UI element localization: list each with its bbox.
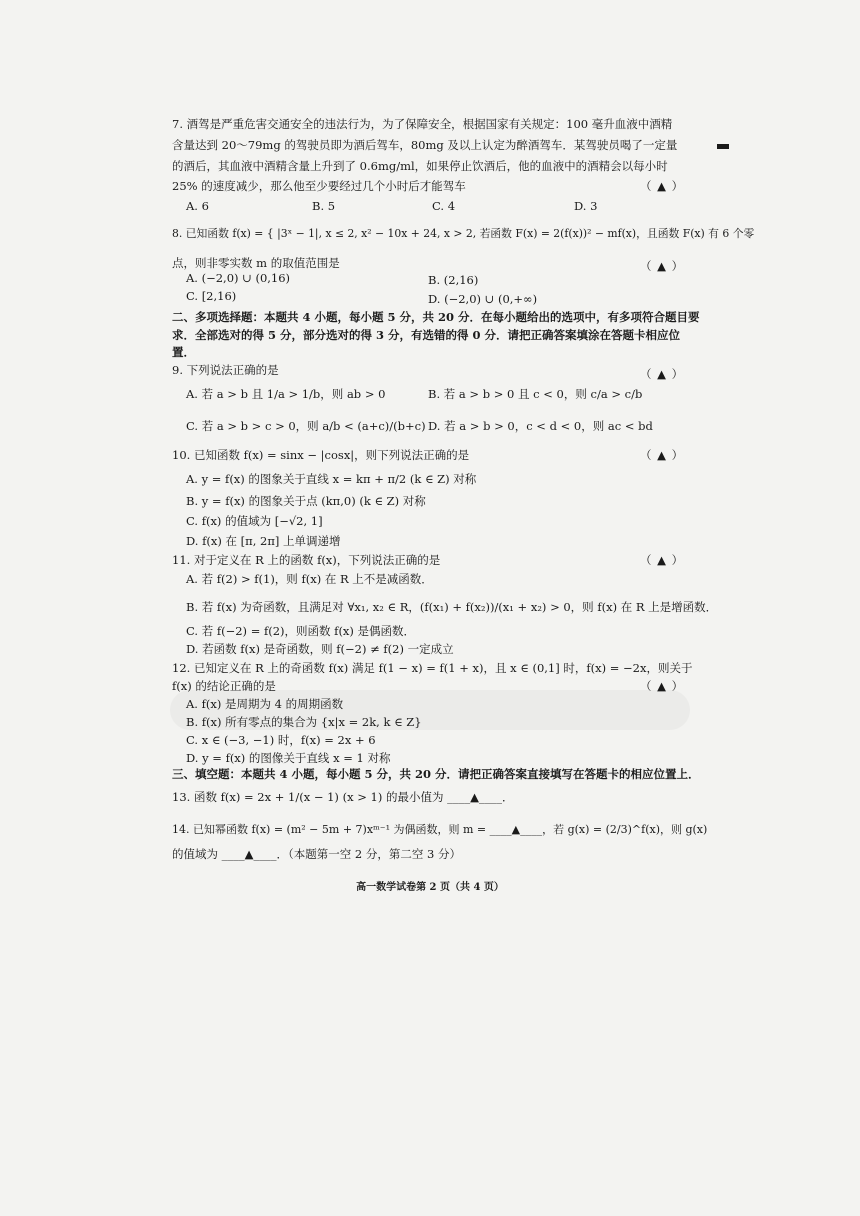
q8-option-d: D. (−2,0) ∪ (0,+∞) [428,292,538,306]
q14-line2: 的值域为 ____▲____．（本题第一空 2 分，第二空 3 分） [172,847,462,861]
q11-option-a: A. 若 f(2) > f(1)，则 f(x) 在 R 上不是减函数． [186,572,433,586]
q10-option-a: A. y = f(x) 的图象关于直线 x = kπ + π/2 (k ∈ Z) 对称 [186,472,477,486]
q12-option-c: C. x ∈ (−3, −1) 时，f(x) = 2x + 6 [186,733,376,747]
q9-option-c: C. 若 a > b > c > 0，则 a/b < (a+c)/(b+c) [186,419,426,433]
q9-option-d: D. 若 a > b > 0，c < d < 0，则 ac < bd [428,419,653,433]
q7-option-c: C. 4 [432,199,456,213]
section3-heading: 三、填空题：本题共 4 小题，每小题 5 分，共 20 分．请把正确答案直接填写在答题卡的相应位置上． [172,767,700,781]
q11-answer-slot: （ ▲ ） [640,553,685,567]
section2-line1: 二、多项选择题：本题共 4 小题，每小题 5 分，共 20 分．在每小题给出的选项中，有多项符合题目要 [172,310,700,324]
q8-answer-slot: （ ▲ ） [640,259,685,273]
q7-option-d: D. 3 [574,199,598,213]
q12-line2: f(x) 的结论正确的是 [172,679,276,693]
q9-option-b: B. 若 a > b > 0 且 c < 0，则 c/a > c/b [428,387,643,401]
q11-option-d: D. 若函数 f(x) 是奇函数，则 f(−2) ≠ f(2) 一定成立 [186,642,454,656]
q13-text: 13. 函数 f(x) = 2x + 1/(x − 1) (x > 1) 的最小值为 ____▲____． [172,790,514,804]
q12-option-b: B. f(x) 所有零点的集合为 {x|x = 2k, k ∈ Z} [186,715,422,729]
q12-option-a: A. f(x) 是周期为 4 的周期函数 [186,697,344,711]
q9-answer-slot: （ ▲ ） [640,367,685,381]
q7-line1: 7. 酒驾是严重危害交通安全的违法行为，为了保障安全，根据国家有关规定：100 毫升血液中酒精 [172,117,673,131]
q7-option-b: B. 5 [312,199,336,213]
q7-line2: 含量达到 20～79mg 的驾驶员即为酒后驾车，80mg 及以上认定为醉酒驾车．某驾驶员喝了一定量 [172,138,678,152]
q11-option-b: B. 若 f(x) 为奇函数，且满足对 ∀x₁, x₂ ∈ R，(f(x₁) + f(x₂))/(x₁ + x₂) > 0，则 f(x) 在 R 上是增函数． [186,600,718,614]
q8-line1: 8. 已知函数 f(x) = { |3ˣ − 1|, x ≤ 2, x² − 10x + 24, x > 2, 若函数 F(x) = 2(f(x))² − mf(x)，且函数 F(x) 有 6 个零 [172,227,755,240]
q14-line1: 14. 已知幂函数 f(x) = (m² − 5m + 7)xᵐ⁻¹ 为偶函数，则 m = ____▲____，若 g(x) = (2/3)^f(x)，则 g(x) [172,823,708,836]
q10-option-b: B. y = f(x) 的图象关于点 (kπ,0) (k ∈ Z) 对称 [186,494,426,508]
q8-option-c: C. [2,16) [186,289,237,303]
q7-line3: 的酒后，其血液中酒精含量上升到了 0.6mg/ml，如果停止饮酒后，他的血液中的酒精会以每小时 [172,159,668,173]
q8-option-b: B. (2,16) [428,273,479,287]
q12-option-d: D. y = f(x) 的图像关于直线 x = 1 对称 [186,751,391,765]
q11-option-c: C. 若 f(−2) = f(2)，则函数 f(x) 是偶函数． [186,624,416,638]
q10-option-c: C. f(x) 的值域为 [−√2, 1] [186,514,323,528]
page-footer: 高一数学试卷第 2 页（共 4 页） [356,882,504,893]
margin-mark [717,144,729,149]
q8-line2: 点，则非零实数 m 的取值范围是 [172,256,340,270]
q11-stem: 11. 对于定义在 R 上的函数 f(x)，下列说法正确的是 [172,553,441,567]
q7-option-a: A. 6 [186,199,209,213]
q12-line1: 12. 已知定义在 R 上的奇函数 f(x) 满足 f(1 − x) = f(1 + x)，且 x ∈ (0,1] 时，f(x) = −2x，则关于 [172,661,693,675]
q12-answer-slot: （ ▲ ） [640,679,685,693]
section2-line2: 求．全部选对的得 5 分，部分选对的得 3 分，有选错的得 0 分．请把正确答案填涂在答题卡相应位 [172,328,681,342]
q7-line4: 25% 的速度减少，那么他至少要经过几个小时后才能驾车 [172,179,466,193]
q9-option-a: A. 若 a > b 且 1/a > 1/b，则 ab > 0 [186,387,386,401]
q8-option-a: A. (−2,0) ∪ (0,16) [186,271,291,285]
section2-line3: 置． [172,345,195,359]
q7-answer-slot: （ ▲ ） [640,179,685,193]
q10-option-d: D. f(x) 在 [π, 2π] 上单调递增 [186,534,341,548]
q10-stem: 10. 已知函数 f(x) = sinx − |cosx|，则下列说法正确的是 [172,448,470,462]
q9-stem: 9. 下列说法正确的是 [172,363,279,377]
q10-answer-slot: （ ▲ ） [640,448,685,462]
